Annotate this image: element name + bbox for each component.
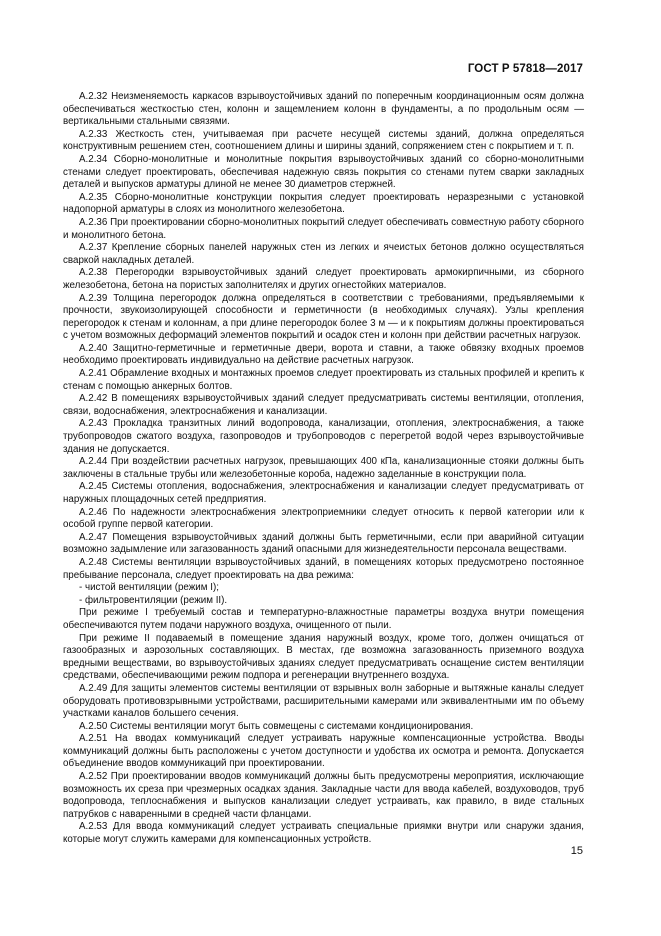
paragraph-a-2-41: А.2.41 Обрамление входных и монтажных проемов следует проектировать из стальных профилей и крепить к стенам с помощью анкерных болтов. bbox=[63, 368, 584, 392]
paragraph-a-2-40: А.2.40 Защитно-герметичные и герметичные двери, ворота и ставни, а также обвязку входных проемов необходимо проектировать индивидуально на действие расчетных нагрузок. bbox=[63, 342, 584, 367]
paragraph-mode-2-description: При режиме II подаваемый в помещение здания наружный воздух, кроме того, должен очищаться от газообразных и аэрозольных составляющих. В местах, где возможна загазованность приземного воздуха вредными веществами, во взрывоустойчивых зданиях следует предусматривать оснащение систем вентиляции средствами, обеспечивающими режим подпора и регенерации внутреннего воздуха. bbox=[63, 632, 584, 682]
paragraph-a-2-50: А.2.50 Системы вентиляции могут быть совмещены с системами кондиционирования. bbox=[79, 720, 474, 732]
document-body bbox=[63, 91, 584, 847]
paragraph-a-2-33: А.2.33 Жесткость стен, учитываемая при расчете несущей системы зданий, должна определяться конструктивным решением стен, соотношением длины и ширины зданий, сопряжением стен с покрытием и т. п. bbox=[63, 128, 584, 153]
paragraph-mode-1-description: При режиме I требуемый состав и температурно-влажностные параметры воздуха внутри помещения обеспечиваются путем подачи наружного воздуха, очищенного от пыли. bbox=[63, 607, 584, 631]
paragraph-a-2-38: А.2.38 Перегородки взрывоустойчивых зданий следует проектировать армокирпичными, из сборного железобетона, бетона на пористых заполнителях и других огнестойких материалов. bbox=[63, 267, 584, 291]
page-number: 15 bbox=[570, 845, 583, 857]
paragraph-a-2-51: А.2.51 На вводах коммуникаций следует устраивать наружные компенсационные устройства. Вводы коммуникаций должны быть расположены с учетом доступности и удобства их осмотра и ремонта. Допускается объединение вводов коммуникаций при проектировании. bbox=[63, 733, 584, 770]
list-item-mode-1: - чистой вентиляции (режим I); bbox=[79, 582, 219, 594]
paragraph-a-2-47: А.2.47 Помещения взрывоустойчивых зданий должны быть герметичными, если при аварийной ситуации возможно задымление или загазованность зданий опасными для жизнедеятельности персонала веществами. bbox=[63, 531, 584, 556]
paragraph-a-2-34: А.2.34 Сборно-монолитные и монолитные покрытия взрывоустойчивых зданий со сборно-монолитными стенами следует проектировать, обеспечивая надежную связь покрытия со стенами путем сварки закладных деталей и выпусков арматуры длиной не менее 30 диаметров стержней. bbox=[63, 153, 584, 191]
paragraph-a-2-37: А.2.37 Крепление сборных панелей наружных стен из легких и ячеистых бетонов должно осуществляться сваркой накладных деталей. bbox=[63, 242, 584, 266]
paragraph-a-2-36: А.2.36 При проектировании сборно-монолитных покрытий следует обеспечивать совместную работу сборного и монолитного бетона. bbox=[63, 216, 584, 241]
paragraph-a-2-44: А.2.44 При воздействии расчетных нагрузок, превышающих 400 кПа, канализационные стояки должны быть заключены в стальные трубы или железобетонные короба, надежно заделанные в конструкции пола. bbox=[63, 456, 584, 480]
paragraph-a-2-48: А.2.48 Системы вентиляции взрывоустойчивых зданий, в помещениях которых предусмотрено постоянное пребывание персонала, следует проектировать на два режима: bbox=[63, 556, 584, 581]
paragraph-a-2-43: А.2.43 Прокладка транзитных линий водопровода, канализации, отопления, электроснабжения, а также трубопроводов сжатого воздуха, газопроводов и трубопроводов с перегретой водой через взрывоустойчивые здания не допускается. bbox=[63, 418, 584, 455]
paragraph-a-2-46: А.2.46 По надежности электроснабжения электроприемники следует относить к первой категории или к особой группе первой категории. bbox=[63, 506, 584, 531]
paragraph-a-2-39: А.2.39 Толщина перегородок должна определяться в соответствии с требованиями, предъявляемыми к прочности, звукоизолирующей способности и герметичности (в необходимых случаях). Узлы крепления перегородок к стенам и колоннам, а при длине перегородок более 3 м — и к покрытиям должны проектироваться с учетом возможных деформаций элементов покрытий и осадок стен и колонн при действии расчетных нагрузок. bbox=[63, 292, 584, 342]
paragraph-a-2-42: А.2.42 В помещениях взрывоустойчивых зданий следует предусматривать системы вентиляции, отопления, связи, водоснабжения, электроснабжения и канализации. bbox=[63, 393, 584, 417]
paragraph-a-2-52: А.2.52 При проектировании вводов коммуникаций должны быть предусмотрены мероприятия, исключающие возможность их среза при чрезмерных осадках здания. Закладные части для ввода кабелей, воздуховодов, труб водопровода, теплоснабжения и выпусков канализации следует устраивать, как правило, в виде стальных патрубков с наваренными в средней части фланцами. bbox=[63, 771, 584, 820]
standard-code-header: ГОСТ Р 57818—2017 bbox=[467, 63, 583, 75]
paragraph-a-2-45: А.2.45 Системы отопления, водоснабжения, электроснабжения и канализации следует предусматривать от наружных площадочных сетей предприятия. bbox=[63, 481, 584, 505]
paragraph-a-2-53: А.2.53 Для ввода коммуникаций следует устраивать специальные приямки внутри или снаружи здания, которые могут служить камерами для компенсационных устройств. bbox=[63, 821, 584, 846]
paragraph-a-2-32: А.2.32 Неизменяемость каркасов взрывоустойчивых зданий по поперечным координационным осям должна обеспечиваться жесткостью стен, колонн и защемлением колонн в фундаменты, а по продольным осям — вертикальными стальными связями. bbox=[63, 91, 584, 128]
paragraph-a-2-35: А.2.35 Сборно-монолитные конструкции покрытия следует проектировать неразрезными с установкой надопорной арматуры в слоях из монолитного железобетона. bbox=[63, 191, 584, 216]
paragraph-a-2-49: А.2.49 Для защиты элементов системы вентиляции от взрывных волн заборные и вытяжные каналы следует оборудовать противовзрывными устройствами, расширительными камерами или эквивалентными им по объему участками каналов большего сечения. bbox=[63, 682, 584, 720]
list-item-mode-2: - фильтровентиляции (режим II). bbox=[79, 594, 228, 606]
